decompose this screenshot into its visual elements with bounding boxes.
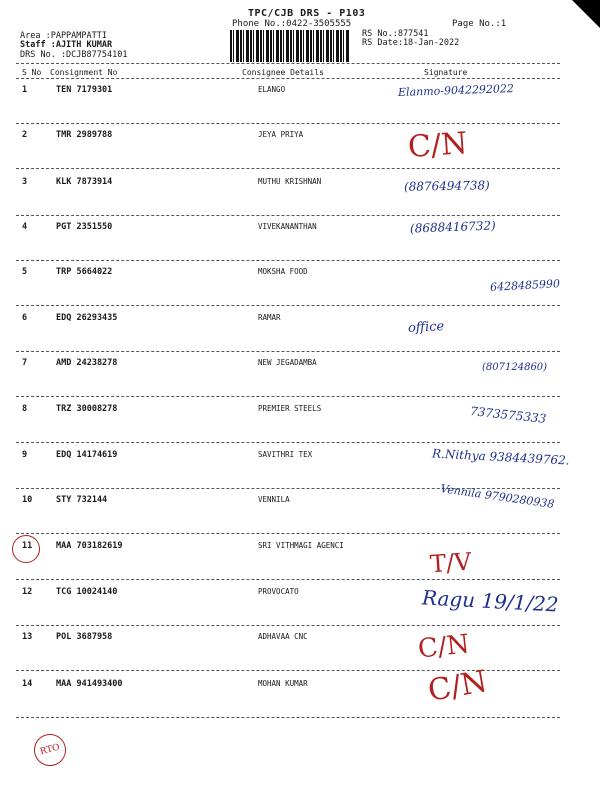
row-sno: 4 [22, 222, 28, 232]
staff-label: Staff :AJITH KUMAR [20, 40, 113, 50]
row-signature: 7373575333 [469, 404, 547, 426]
row-sno: 1 [22, 85, 28, 95]
col-sno-header: S No [22, 68, 42, 77]
row-consignee: SAVITHRI TEX [258, 450, 313, 459]
row-sno: 11 [22, 541, 33, 551]
row-signature: Vennila 9790280938 [439, 482, 556, 511]
row-divider [16, 351, 560, 352]
row-consignment-no: MAA 941493400 [56, 679, 123, 689]
row-signature: C/N [406, 125, 469, 166]
row-consignment-no: EDQ 14174619 [56, 450, 118, 460]
row-consignment-no: TRZ 30008278 [56, 404, 118, 414]
row-consignee: MUTHU KRISHNAN [258, 177, 322, 186]
header-rule [16, 78, 560, 79]
rs-date: RS Date:18-Jan-2022 [362, 38, 460, 48]
row-divider [16, 579, 560, 580]
row-sno: 6 [22, 313, 28, 323]
row-consignee: NEW JEGADAMBA [258, 358, 317, 367]
row-consignee: PROVOCATO [258, 587, 299, 596]
row-consignment-no: STY 732144 [56, 495, 108, 505]
row-consignment-no: TRP 5664022 [56, 267, 113, 277]
row-consignee: ADHAVAA CNC [258, 632, 308, 641]
row-signature: 6428485990 [489, 277, 561, 294]
row-sno: 14 [22, 679, 33, 689]
row-divider [16, 260, 560, 261]
row-consignment-no: TEN 7179301 [56, 85, 113, 95]
row-signature: (8876494738) [403, 178, 490, 194]
row-consignment-no: KLK 7873914 [56, 177, 113, 187]
area-label: Area :PAPPAMPATTI [20, 31, 107, 41]
row-divider [16, 533, 560, 534]
barcode [230, 30, 350, 62]
row-consignment-no: POL 3687958 [56, 632, 113, 642]
row-sno: 9 [22, 450, 28, 460]
row-divider [16, 305, 560, 306]
row-sno: 5 [22, 267, 28, 277]
row-consignee: JEYA PRIYA [258, 130, 304, 139]
drs-number: DRS No. :DCJB87754101 [20, 50, 128, 60]
row-consignment-no: AMD 24238278 [56, 358, 118, 368]
row-signature: C/N [416, 629, 471, 665]
row-sno: 10 [22, 495, 33, 505]
row-divider [16, 215, 560, 216]
row-consignment-no: MAA 703182619 [56, 541, 123, 551]
row-signature: office [407, 319, 445, 336]
row-signature: Ragu 19/1/22 [421, 585, 560, 617]
corner-mark [572, 0, 600, 28]
rto-mark: RTO [30, 730, 69, 769]
row-signature: (8688416732) [409, 218, 496, 236]
row-consignee: MOKSHA FOOD [258, 267, 308, 276]
drs-title: TPC/CJB DRS - P103 [248, 8, 366, 19]
row-consignee: ELANGO [258, 85, 286, 94]
row-signature: (807124860) [482, 362, 548, 373]
row-signature: R.Nithya 9384439762. [431, 446, 570, 468]
row-consignee: PREMIER STEELS [258, 404, 322, 413]
row-consignee: RAMAR [258, 313, 281, 322]
col-consignee-header: Consignee Details [242, 68, 324, 77]
row-divider [16, 168, 560, 169]
row-consignment-no: PGT 2351550 [56, 222, 113, 232]
row-consignment-no: TCG 10024140 [56, 587, 118, 597]
row-signature: C/N [425, 664, 490, 709]
row-consignee: SRI VITHMAGI AGENCI [258, 541, 344, 550]
row-consignment-no: TMR 2989788 [56, 130, 113, 140]
row-consignee: VENNILA [258, 495, 290, 504]
row-sno: 13 [22, 632, 33, 642]
row-sno: 12 [22, 587, 33, 597]
row-signature: Elanmo-9042292022 [397, 81, 515, 100]
rs-number: RS No.:877541 [362, 29, 429, 39]
col-signature-header: Signature [424, 68, 468, 77]
row-sno: 7 [22, 358, 28, 368]
row-consignee: MOHAN KUMAR [258, 679, 308, 688]
phone-number: Phone No.:0422-3505555 [232, 19, 352, 29]
row-divider [16, 396, 560, 397]
row-sno: 2 [22, 130, 28, 140]
row-divider [16, 123, 560, 124]
row-signature: T/V [429, 547, 473, 579]
row-divider [16, 442, 560, 443]
row-divider [16, 717, 560, 718]
header-rule [16, 63, 560, 64]
row-sno: 8 [22, 404, 28, 414]
row-divider [16, 625, 560, 626]
row-consignment-no: EDQ 26293435 [56, 313, 118, 323]
page-number: Page No.:1 [452, 19, 507, 29]
row-consignee: VIVEKANANTHAN [258, 222, 317, 231]
col-consignment-header: Consignment No [50, 68, 118, 77]
row-11-circle [12, 535, 40, 563]
row-sno: 3 [22, 177, 28, 187]
